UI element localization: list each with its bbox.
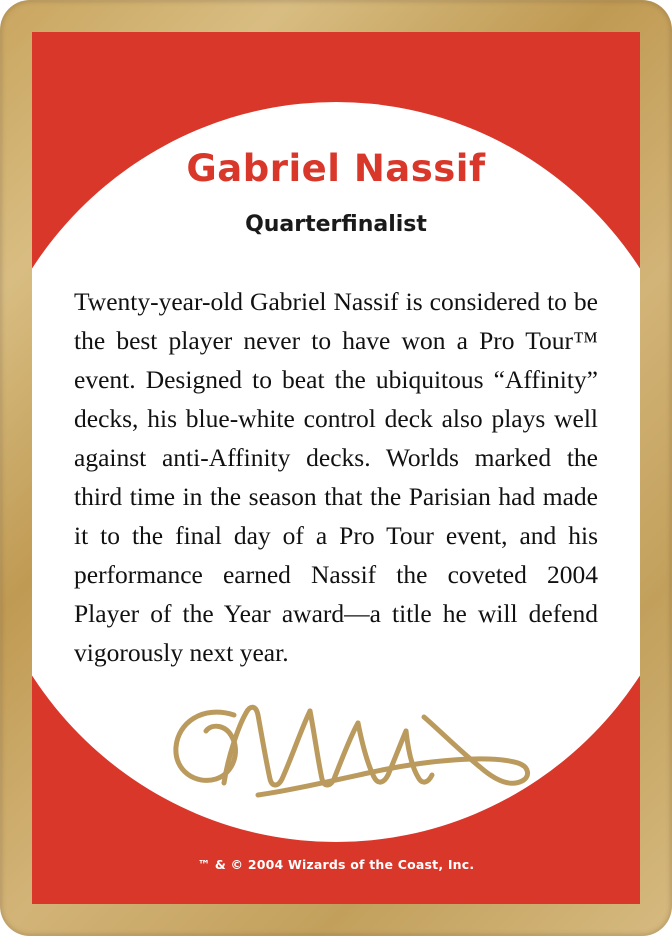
signature-gabriel-nassif xyxy=(162,687,542,817)
card-content xyxy=(32,32,640,904)
card-body-text xyxy=(74,282,598,672)
card-body-paragraph: Twenty-year-old Gabriel Nassif is considered to be the best player never to have won a Pro Tour™ event. Designed to beat the ubiquitous “Affinity” decks, his blue-white control deck also plays well against anti-Affinity decks. Worlds marked the third time in the season that the Parisian had made it to the final day of a Pro Tour event, and his performance earned Nassif the coveted 2004 Player of the Year award—a title he will defend vigorously next year. xyxy=(74,287,598,667)
page-title: Gabriel Nassif xyxy=(186,147,486,190)
copyright-footer: ™ & © 2004 Wizards of the Coast, Inc. xyxy=(197,857,475,872)
player-rank-subtitle: Quarterfinalist xyxy=(245,212,427,237)
